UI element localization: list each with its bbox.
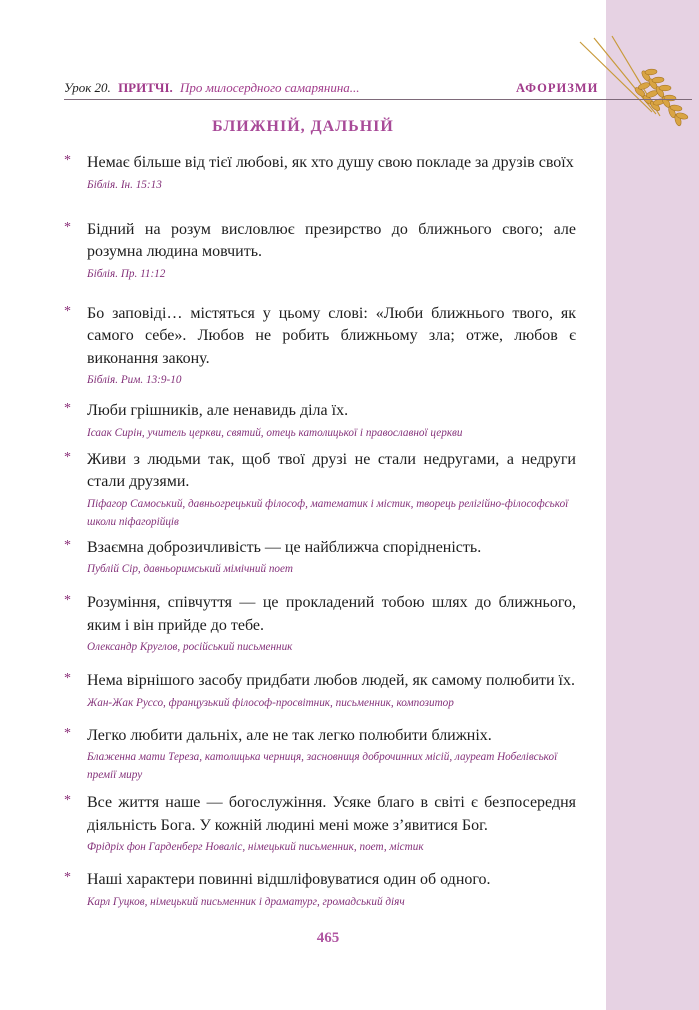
quote-author: Жан-Жак Руссо, французький філософ-просвітник, письменник, композитор xyxy=(87,696,454,709)
quote-item xyxy=(64,400,576,442)
quote-text: Бідний на розум висловлює презирство до ближнього свого; але розумна людина мовчить. xyxy=(87,220,576,260)
quote-text: Бо заповіді… містяться у цьому слові: «Люби ближнього твого, як самого себе». Любов не робить ближньому зла; отже, любов є виконання закону. xyxy=(87,304,576,367)
quote-item xyxy=(64,725,576,785)
quote-text: Люби грішників, але ненавидь діла їх. xyxy=(87,402,349,419)
quote-text: Нема вірнішого засобу придбати любов людей, як самому полюбити їх. xyxy=(87,672,575,689)
quote-item xyxy=(64,303,576,390)
bullet: * xyxy=(64,593,71,608)
subtitle-label: Про милосердного самарянина... xyxy=(180,80,360,95)
bullet: * xyxy=(64,870,71,885)
quote-item xyxy=(64,449,576,531)
section-title: БЛИЖНІЙ, ДАЛЬНІЙ xyxy=(212,118,394,135)
quote-author: Карл Гуцков, німецький письменник і драматург, громадський діяч xyxy=(87,895,405,908)
quote-list xyxy=(64,152,576,911)
quote-item xyxy=(64,869,576,911)
bullet: * xyxy=(64,725,71,741)
quote-author: Ісаак Сирін, учитель церкви, святий, отець католицької і православної церкви xyxy=(87,426,463,439)
page-header xyxy=(64,78,606,100)
bullet: * xyxy=(64,401,71,416)
quote-text: Живи з людьми так, щоб твої друзі не стали недругами, а недруги стали друзями. xyxy=(87,450,576,490)
quote-text: Наші характери повинні відшліфовуватися один об одного. xyxy=(87,871,491,888)
quote-item xyxy=(64,537,576,579)
quote-item xyxy=(64,592,576,656)
quote-author: Біблія. Рим. 13:9-10 xyxy=(87,374,182,386)
bullet: * xyxy=(64,153,71,168)
bullet: * xyxy=(64,793,71,808)
header-rule xyxy=(64,99,692,100)
page-number: 465 xyxy=(316,930,340,946)
quote-author: Публій Сір, давньоримський мімічний поет xyxy=(87,563,293,575)
quote-author: Біблія. Пр. 11:12 xyxy=(87,267,166,280)
quote-text: Легко любити дальніх, але не так легко полюбити ближніх. xyxy=(87,726,492,744)
bullet: * xyxy=(64,671,71,686)
quote-text: Розуміння, співчуття — це прокладений тобою шлях до ближнього, яким і він прийде до тебе. xyxy=(87,594,576,634)
quote-text: Все життя наше — богослужіння. Усяке благо в світі є безпосередня діяльність Бога. У кожній людині мені може з’явитися Бог. xyxy=(87,794,576,834)
side-decor-strip xyxy=(606,0,699,1010)
running-head xyxy=(64,80,360,96)
quote-author: Фрідріх фон Гарденберг Новаліс, німецький письменник, поет, містик xyxy=(87,841,424,853)
topic-label: ПРИТЧІ. xyxy=(118,80,173,95)
quote-item xyxy=(64,670,576,712)
quote-item xyxy=(64,219,576,283)
quote-text: Взаємна доброзичливість — це найближча спорідненість. xyxy=(87,538,482,556)
lesson-label: Урок 20. xyxy=(64,80,111,95)
bullet: * xyxy=(64,537,71,553)
quote-text: Немає більше від тієї любові, як хто душу свою покладе за друзів своїх xyxy=(87,154,574,171)
quote-author: Блаженна мати Тереза, католицька черниця, засновниця доброчинних місій, лауреат Нобелівської премії миру xyxy=(87,751,558,781)
quote-author: Піфагор Самоський, давньогрецький філософ, математик і містик, творець релігійно-філософської школи піфагорійців xyxy=(87,497,569,528)
quote-author: Олександр Круглов, російський письменник xyxy=(87,641,293,653)
quote-item xyxy=(64,792,576,856)
section-label: АФОРИЗМИ xyxy=(516,81,599,95)
bullet: * xyxy=(64,449,71,465)
quote-item xyxy=(64,152,576,194)
bullet: * xyxy=(64,219,71,235)
bullet: * xyxy=(64,303,71,319)
quote-author: Біблія. Ін. 15:13 xyxy=(87,178,162,191)
